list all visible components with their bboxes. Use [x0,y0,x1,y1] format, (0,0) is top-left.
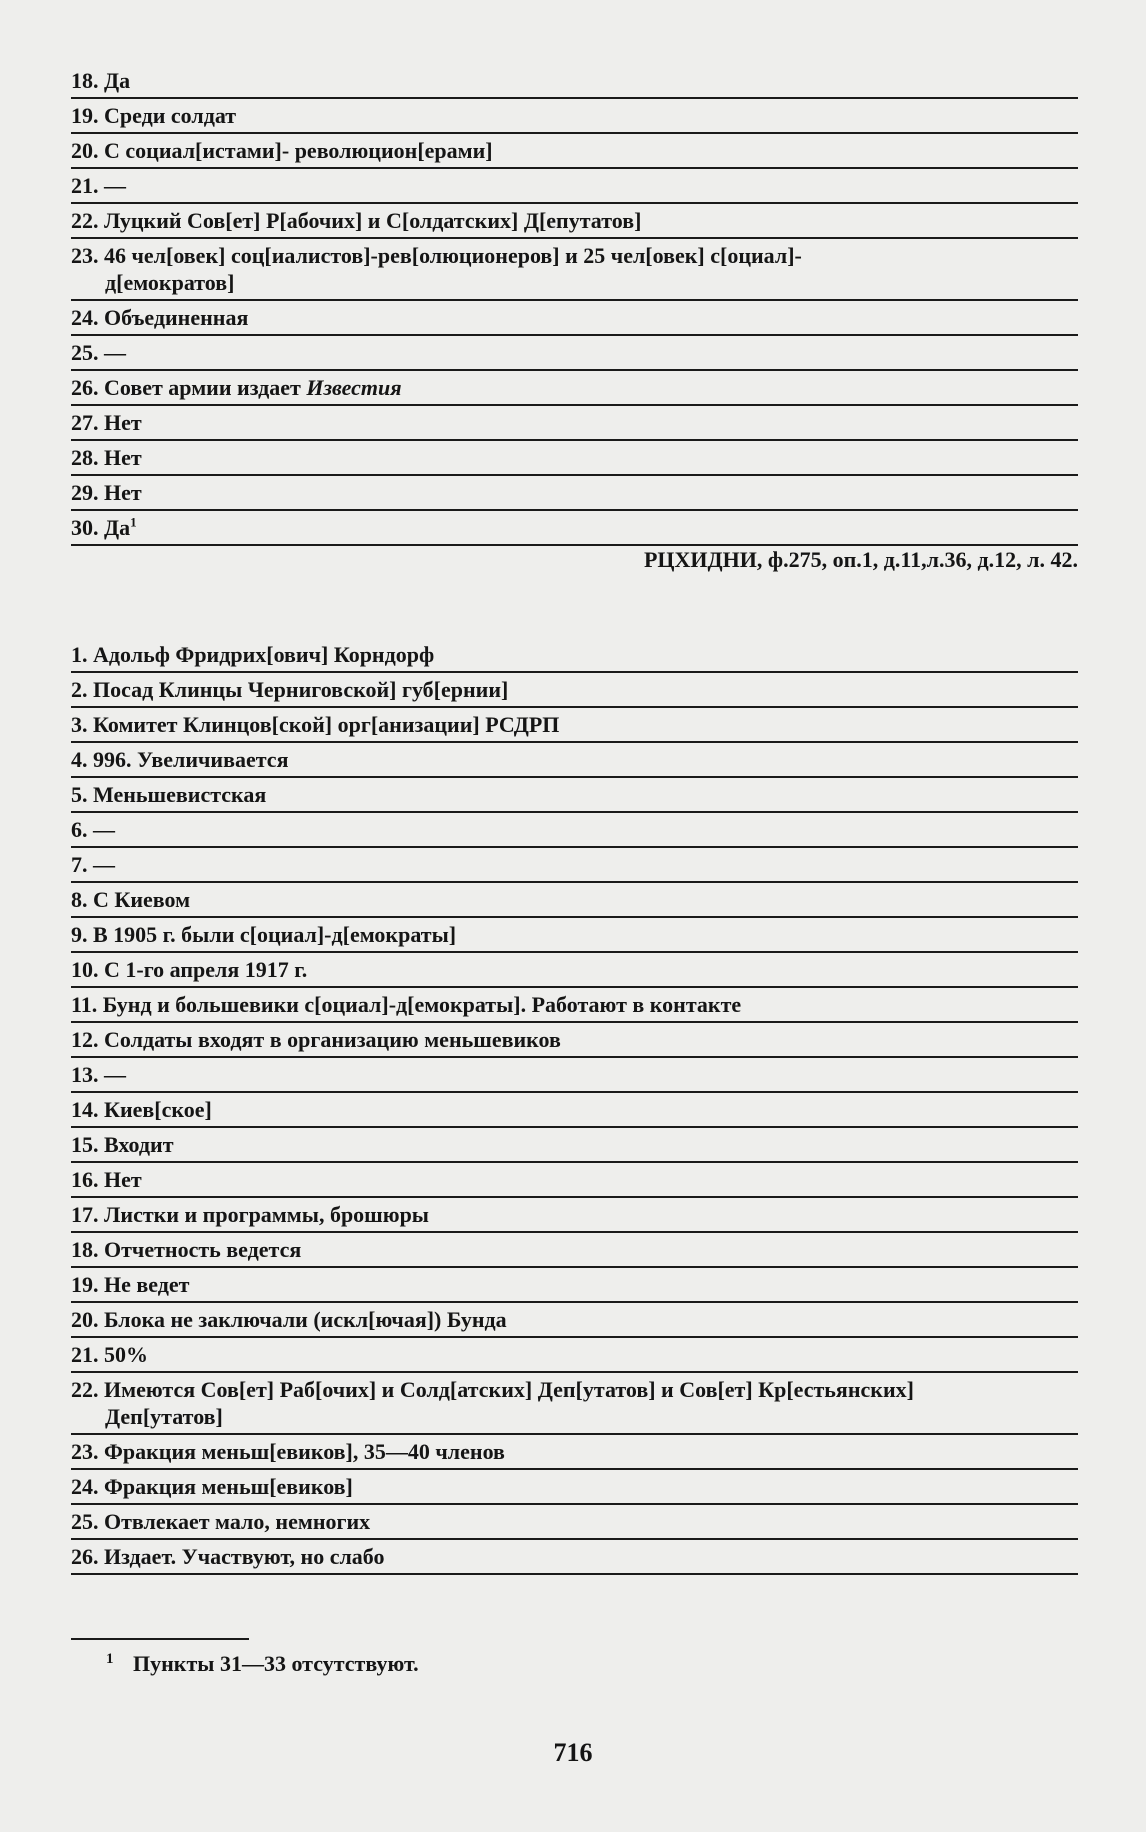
answer-row [71,1505,1078,1540]
answer-number: 20. [71,138,99,163]
answer-number: 23. [71,1439,99,1464]
answer-number: 2. [71,677,88,702]
answer-text: Не ведет [104,1272,190,1297]
answer-row [71,638,1078,673]
answer-row [71,336,1078,371]
answer-text: Нет [104,1167,142,1192]
answer-row [71,1373,1078,1435]
answer-text: 50% [104,1342,148,1367]
answer-text: Солдаты входят в организацию меньшевиков [104,1027,561,1052]
answer-text: Посад Клинцы Черниговской] губ[ернии] [93,677,509,702]
footnote-mark: 1 [106,1650,114,1667]
answer-text: Нет [104,445,142,470]
answer-text: Адольф Фридрих[ович] Корндорф [93,642,435,667]
answer-number: 7. [71,852,88,877]
answer-number: 22. [71,1377,99,1402]
answer-row [71,1470,1078,1505]
answer-text: — [93,852,115,877]
answer-number: 12. [71,1027,99,1052]
answer-row [71,953,1078,988]
answer-row [71,673,1078,708]
answer-text: Нет [104,410,142,435]
answer-number: 9. [71,922,88,947]
answer-text: — [104,340,126,365]
answer-text: Комитет Клинцов[ской] орг[анизации] РСДРП [93,712,560,737]
answer-number: 3. [71,712,88,737]
answer-row [71,988,1078,1023]
answer-row [71,371,1078,406]
answer-row [71,1198,1078,1233]
answer-number: 27. [71,410,99,435]
page-number: 716 [553,1738,593,1767]
answer-row [71,778,1078,813]
answers-list-first [71,64,1078,546]
answer-text: С 1-го апреля 1917 г. [104,957,308,982]
answer-row [71,1023,1078,1058]
answer-number: 19. [71,103,99,128]
answer-text: Отвлекает мало, немногих [104,1509,371,1534]
answer-row [71,169,1078,204]
answer-text: В 1905 г. были с[оциал]-д[емократы] [93,922,457,947]
answer-row [71,1268,1078,1303]
answer-text: Бунд и большевики с[оциал]-д[емократы]. Работают в контакте [102,992,742,1017]
answer-number: 22. [71,208,99,233]
answer-text: 996. Увеличивается [93,747,289,772]
answer-text: Фракция меньш[евиков], 35—40 членов [104,1439,505,1464]
footnote [106,1650,419,1678]
answer-text: Входит [104,1132,174,1157]
answer-row [71,1093,1078,1128]
answer-number: 20. [71,1307,99,1332]
answers-list-second [71,638,1078,1575]
answer-number: 25. [71,1509,99,1534]
answer-text: Да [104,515,131,540]
answer-text: Нет [104,480,142,505]
answer-number: 8. [71,887,88,912]
answer-number: 25. [71,340,99,365]
answer-row [71,918,1078,953]
answer-row [71,1233,1078,1268]
answer-text-continued: д[емократов] [105,270,235,295]
answer-number: 28. [71,445,99,470]
answer-text: Среди солдат [104,103,237,128]
answer-number: 14. [71,1097,99,1122]
answer-row [71,1163,1078,1198]
answer-italic-title: Известия [306,375,402,400]
answer-number: 10. [71,957,99,982]
answer-row [71,441,1078,476]
answer-row [71,99,1078,134]
answer-number: 5. [71,782,88,807]
answer-row [71,1058,1078,1093]
answer-text: Блока не заключали (искл[ючая]) Бунда [104,1307,507,1332]
answer-row [71,743,1078,778]
answer-number: 26. [71,1544,99,1569]
answer-number: 18. [71,68,99,93]
answer-row [71,204,1078,239]
answer-row [71,406,1078,441]
answer-text: Луцкий Сов[ет] Р[абочих] и С[олдатских] Д[епутатов] [104,208,642,233]
answer-number: 15. [71,1132,99,1157]
answer-number: 16. [71,1167,99,1192]
answer-text: Отчетность ведется [104,1237,302,1262]
answer-number: 24. [71,1474,99,1499]
answer-number: 11. [71,992,98,1017]
answer-row [71,1435,1078,1470]
answer-text-continued: Деп[утатов] [105,1404,223,1429]
answer-number: 13. [71,1062,99,1087]
answer-text: — [93,817,115,842]
answer-text: Имеются Сов[ет] Раб[очих] и Солд[атских] Деп[утатов] и Сов[ет] Кр[естьянских] [104,1377,914,1402]
answer-row [71,476,1078,511]
answer-text: Объединенная [104,305,249,330]
answer-text: С социал[истами]- революцион[ерами] [104,138,493,163]
answer-number: 24. [71,305,99,330]
answer-text: Киев[ское] [104,1097,212,1122]
answer-text: — [104,173,126,198]
answer-number: 17. [71,1202,99,1227]
answer-row [71,708,1078,743]
answer-text: Листки и программы, брошюры [104,1202,429,1227]
answer-number: 6. [71,817,88,842]
answer-row [71,239,1078,301]
answer-number: 21. [71,173,99,198]
answer-row [71,1338,1078,1373]
answer-text: Фракция меньш[евиков] [104,1474,353,1499]
answer-number: 18. [71,1237,99,1262]
answer-row [71,301,1078,336]
answer-number: 30. [71,515,99,540]
answer-number: 19. [71,1272,99,1297]
footnote-text: Пункты 31—33 отсутствуют. [133,1651,419,1676]
answer-row [71,1128,1078,1163]
answer-row [71,848,1078,883]
answer-row [71,883,1078,918]
answer-row [71,134,1078,169]
footnote-rule [71,1638,249,1640]
answer-row [71,511,1078,546]
answer-row [71,64,1078,99]
answer-text: — [104,1062,126,1087]
answer-row [71,1303,1078,1338]
answer-number: 29. [71,480,99,505]
answer-number: 4. [71,747,88,772]
answer-number: 26. [71,375,99,400]
answer-text: Меньшевистская [93,782,267,807]
answer-text: С Киевом [93,887,191,912]
answer-row [71,1540,1078,1575]
answer-number: 23. [71,243,99,268]
answer-text: Совет армии издает [104,375,301,400]
answer-text: Да [104,68,131,93]
answer-number: 21. [71,1342,99,1367]
answer-row [71,813,1078,848]
answer-number: 1. [71,642,88,667]
answer-text: 46 чел[овек] соц[иалистов]-рев[олюционеров] и 25 чел[овек] с[оциал]- [104,243,802,268]
answer-text: Издает. Участвуют, но слабо [104,1544,385,1569]
footnote-reference: 1 [130,514,137,530]
archive-source-citation: РЦХИДНИ, ф.275, оп.1, д.11,л.36, д.12, л. 42. [643,547,1078,572]
